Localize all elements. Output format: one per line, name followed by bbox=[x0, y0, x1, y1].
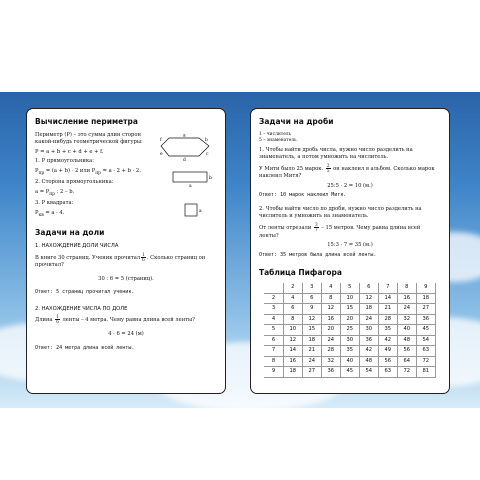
table-cell: 16 bbox=[397, 293, 416, 304]
table-cell bbox=[264, 283, 283, 294]
table-cell: 35 bbox=[378, 325, 397, 336]
table-cell: 54 bbox=[416, 335, 435, 346]
part-task1-title: 1. НАХОЖДЕНИЕ ДОЛИ ЧИСЛА bbox=[35, 243, 119, 250]
fraction-task2-text: От ленты отрезали $\frac{3}{7}$ – 15 метров. Чему равна длина всей ленты? bbox=[259, 221, 421, 239]
rectangle-figure bbox=[169, 168, 215, 188]
table-cell: 6 bbox=[302, 293, 321, 304]
table-cell: 5 bbox=[340, 283, 359, 294]
table-cell: 24 bbox=[359, 314, 378, 325]
part-tasks-title: Задачи на доли bbox=[35, 228, 105, 238]
hex-label-b: b bbox=[205, 137, 208, 143]
table-cell: 20 bbox=[340, 314, 359, 325]
table-cell: 21 bbox=[378, 304, 397, 315]
table-cell: 14 bbox=[378, 293, 397, 304]
table-cell: 7 bbox=[264, 346, 283, 357]
hex-label-c: c bbox=[206, 151, 209, 157]
table-cell: 3 bbox=[264, 304, 283, 315]
table-cell: 63 bbox=[378, 367, 397, 378]
table-cell: 12 bbox=[283, 335, 302, 346]
table-cell: 14 bbox=[283, 346, 302, 357]
table-cell: 72 bbox=[397, 367, 416, 378]
square-figure bbox=[181, 200, 203, 222]
left-page bbox=[26, 108, 226, 394]
numerator-legend: 1 – числитель bbox=[259, 131, 291, 137]
part-task2-answer: Ответ: 24 метра длина всей ленты. bbox=[35, 344, 135, 351]
table-cell: 8 bbox=[283, 314, 302, 325]
table-cell: 18 bbox=[302, 335, 321, 346]
table-cell: 6 bbox=[359, 283, 378, 294]
perimeter-title: Вычисление периметра bbox=[35, 117, 138, 126]
table-cell: 72 bbox=[416, 356, 435, 367]
hex-label-e: e bbox=[160, 151, 163, 157]
table-cell: 64 bbox=[397, 356, 416, 367]
table-cell: 15 bbox=[340, 304, 359, 315]
fraction: $\frac{1}{6}$ bbox=[56, 314, 59, 325]
table-cell: 8 bbox=[264, 356, 283, 367]
table-row bbox=[264, 304, 435, 315]
fraction-task1-answer: Ответ: 10 марок наклеил Митя. bbox=[259, 192, 347, 199]
table-cell: 35 bbox=[340, 346, 359, 357]
table-cell: 10 bbox=[340, 293, 359, 304]
table-cell: 6 bbox=[283, 304, 302, 315]
table-cell: 32 bbox=[397, 314, 416, 325]
table-row bbox=[264, 314, 435, 325]
table-cell: 28 bbox=[378, 314, 397, 325]
square-perimeter-formula: $P_{кв} = a \cdot 4$. bbox=[35, 209, 65, 218]
part-task1-calc: 30 : 6 = 5 (страниц). bbox=[98, 275, 154, 282]
rect-perimeter-formula: $P_{пр} = (a + b) \cdot 2$ или $P_{пр} = a \cdot 2 + b \cdot 2$. bbox=[35, 168, 141, 177]
square-perimeter-title: 3. P квадрата: bbox=[35, 200, 74, 207]
table-row bbox=[264, 283, 435, 294]
denominator-legend: 5 – знаменатель bbox=[259, 138, 297, 144]
table-cell: 18 bbox=[416, 293, 435, 304]
table-cell: 36 bbox=[416, 314, 435, 325]
fraction-tasks-title: Задачи на дроби bbox=[259, 117, 334, 126]
table-cell: 12 bbox=[359, 293, 378, 304]
fraction-task2-answer: Ответ: 35 метров была длина всей ленты. bbox=[259, 251, 377, 258]
fraction: $\frac{2}{5}$ bbox=[326, 162, 330, 173]
table-cell: 18 bbox=[359, 304, 378, 315]
fraction-task2-calc: 15:3 · 7 = 35 (м.) bbox=[327, 242, 373, 249]
table-cell: 6 bbox=[264, 335, 283, 346]
square-label-a: a bbox=[199, 208, 202, 214]
table-cell: 49 bbox=[378, 346, 397, 357]
table-cell: 8 bbox=[321, 293, 340, 304]
table-cell: 45 bbox=[340, 367, 359, 378]
table-cell: 9 bbox=[302, 304, 321, 315]
table-cell: 4 bbox=[264, 314, 283, 325]
table-cell: 56 bbox=[378, 356, 397, 367]
table-cell: 27 bbox=[302, 367, 321, 378]
rect-side-formula: $a = P_{пр}$ : 2 – b. bbox=[35, 188, 75, 197]
table-cell: 24 bbox=[302, 356, 321, 367]
fraction-task1-text: У Мити было 25 марок. $\frac{2}{5}$ он наклеил в альбом. Сколько марок наклеил Митя? bbox=[259, 162, 435, 180]
table-row bbox=[264, 356, 435, 367]
table-cell: 21 bbox=[302, 346, 321, 357]
table-cell: 15 bbox=[302, 325, 321, 336]
right-page bbox=[250, 108, 450, 394]
table-cell: 48 bbox=[397, 335, 416, 346]
table-cell: 42 bbox=[359, 346, 378, 357]
table-cell: 10 bbox=[283, 325, 302, 336]
table-cell: 3 bbox=[302, 283, 321, 294]
hex-label-a: a bbox=[183, 133, 186, 139]
part-task2-calc: 4 · 6 = 24 (м) bbox=[108, 331, 144, 337]
table-cell: 56 bbox=[397, 346, 416, 357]
table-cell: 36 bbox=[359, 335, 378, 346]
rect-label-b: b bbox=[209, 175, 212, 181]
fraction-task1-calc: 25:5 · 2 = 10 (м.) bbox=[327, 182, 373, 189]
hex-label-f: f bbox=[160, 137, 162, 143]
table-cell: 32 bbox=[321, 356, 340, 367]
table-cell: 30 bbox=[359, 325, 378, 336]
table-cell: 4 bbox=[321, 283, 340, 294]
table-cell: 45 bbox=[416, 325, 435, 336]
table-cell: 4 bbox=[283, 293, 302, 304]
table-cell: 54 bbox=[359, 367, 378, 378]
table-cell: 27 bbox=[416, 304, 435, 315]
table-cell: 18 bbox=[283, 367, 302, 378]
rect-side-title: 2. Сторона прямоугольника: bbox=[35, 179, 114, 186]
perimeter-formula: P = a + b + c + d + e + f. bbox=[35, 148, 104, 155]
table-cell: 48 bbox=[359, 356, 378, 367]
table-cell: 16 bbox=[321, 314, 340, 325]
hex-label-d: d bbox=[183, 157, 186, 162]
table-cell: 25 bbox=[340, 325, 359, 336]
table-cell: 2 bbox=[283, 283, 302, 294]
pythagoras-table bbox=[264, 283, 436, 378]
rect-perimeter-title: 1. P прямоугольника: bbox=[35, 158, 94, 165]
table-row bbox=[264, 335, 435, 346]
perimeter-intro: Периметр (P) – это сумма длин сторон какой-нибудь геометрической фигуры: bbox=[35, 131, 143, 146]
table-cell: 5 bbox=[264, 325, 283, 336]
table-row bbox=[264, 346, 435, 357]
fraction-rule-2: 2. Чтобы найти число по дроби, нужно число разделить на числитель и умножить на знаменатель. bbox=[259, 205, 422, 220]
fraction: $\frac{1}{6}$ bbox=[142, 251, 145, 262]
table-cell: 7 bbox=[378, 283, 397, 294]
table-cell: 63 bbox=[416, 346, 435, 357]
part-task1-text: В книге 30 страниц. Ученик прочитал $\frac{1}{6}$ . Сколько страниц он прочитал? bbox=[35, 251, 206, 269]
part-task2-title: 2. НАХОЖДЕНИЕ ЧИСЛА ПО ДОЛЕ bbox=[35, 305, 128, 312]
table-cell: 42 bbox=[378, 335, 397, 346]
table-row bbox=[264, 325, 435, 336]
table-cell: 9 bbox=[264, 367, 283, 378]
table-cell: 40 bbox=[397, 325, 416, 336]
pythagoras-title: Таблица Пифагора bbox=[259, 267, 342, 277]
hexagon-figure bbox=[159, 132, 215, 162]
table-cell: 12 bbox=[321, 304, 340, 315]
table-cell: 36 bbox=[321, 367, 340, 378]
table-cell: 81 bbox=[416, 367, 435, 378]
fraction: $\frac{3}{7}$ bbox=[314, 221, 318, 232]
table-cell: 24 bbox=[397, 304, 416, 315]
table-cell: 8 bbox=[397, 283, 416, 294]
table-cell: 28 bbox=[321, 346, 340, 357]
table-cell: 24 bbox=[321, 335, 340, 346]
perimeter-section bbox=[35, 132, 217, 219]
table-cell: 9 bbox=[416, 283, 435, 294]
fraction-rule-1: 1. Чтобы найти дробь числа, нужно число разделить на знаменатель, а потом умножить на числитель. bbox=[259, 146, 413, 161]
table-cell: 40 bbox=[340, 356, 359, 367]
table-cell: 30 bbox=[340, 335, 359, 346]
table-cell: 12 bbox=[302, 314, 321, 325]
table-cell: 16 bbox=[283, 356, 302, 367]
table-row bbox=[264, 293, 435, 304]
part-task2-text: Длина $\frac{1}{6}$ ленты – 4 метра. Чему равна длина всей ленты? bbox=[35, 314, 195, 325]
part-task1-answer: Ответ: 5 страниц прочитал ученик. bbox=[35, 289, 135, 296]
rect-label-a: a bbox=[189, 183, 192, 188]
table-cell: 2 bbox=[264, 293, 283, 304]
table-cell: 20 bbox=[321, 325, 340, 336]
table-row bbox=[264, 367, 435, 378]
